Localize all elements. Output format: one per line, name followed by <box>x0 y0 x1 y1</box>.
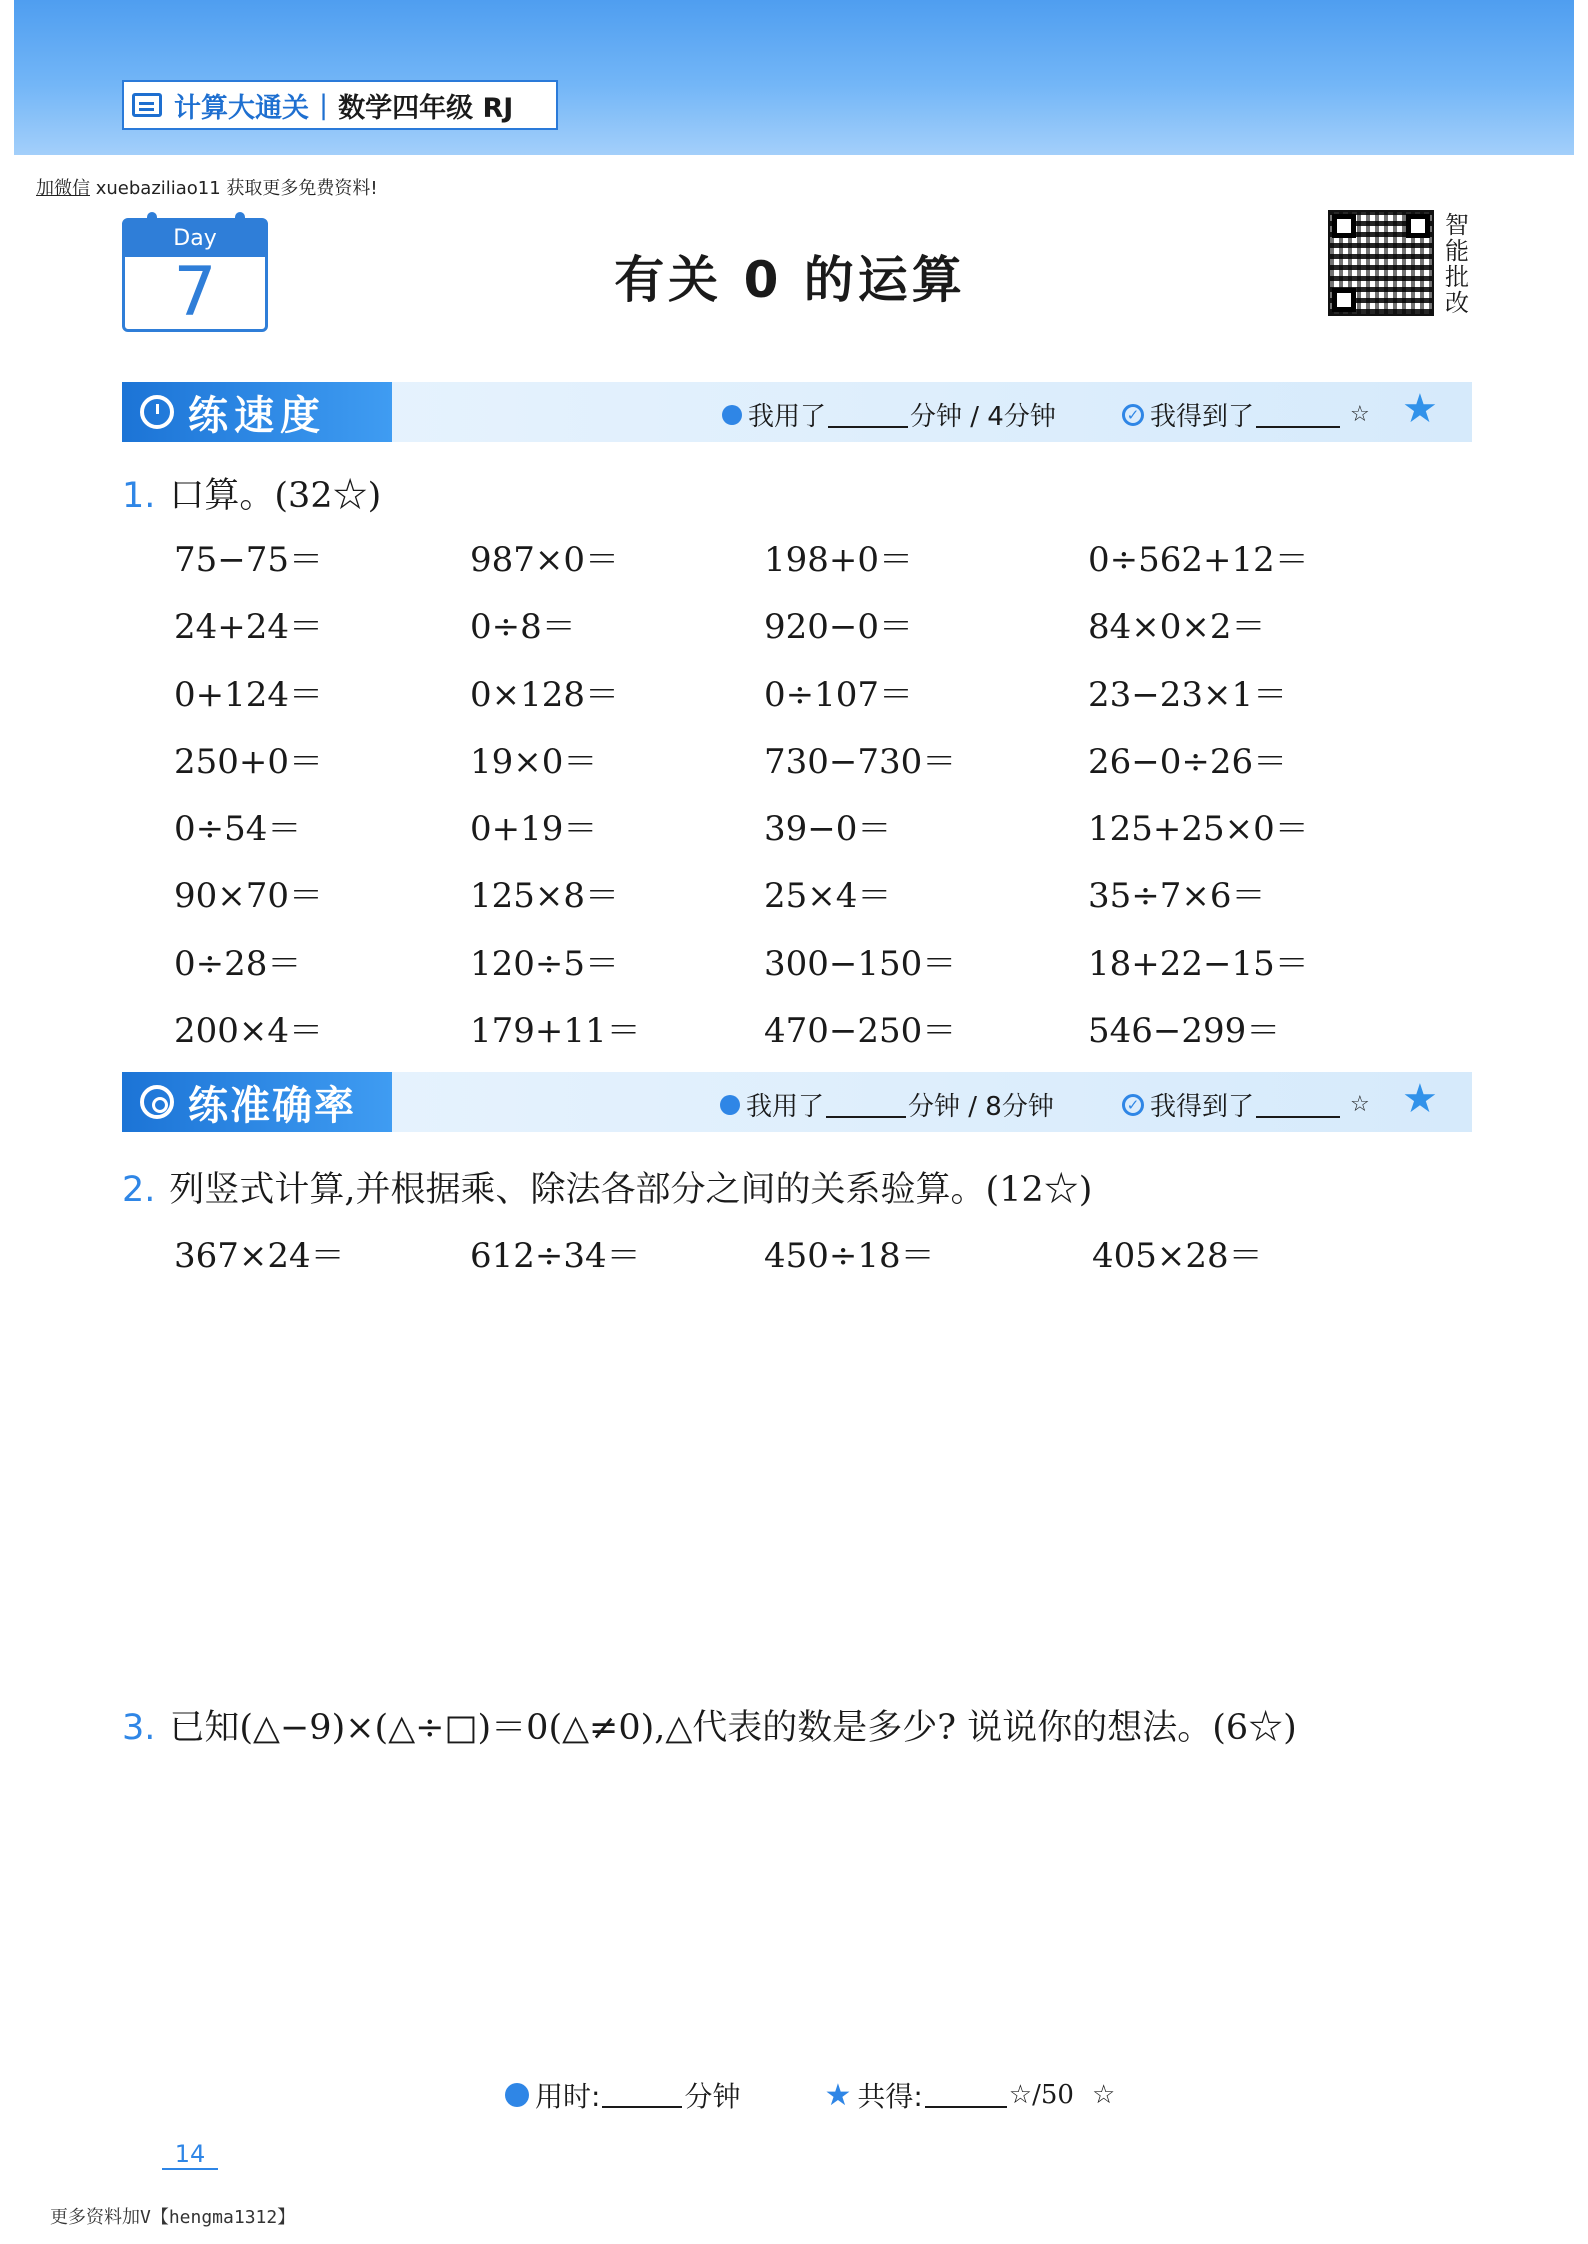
question-number: 2. <box>122 1170 156 1210</box>
qr-caption <box>1444 212 1470 316</box>
qr-finder <box>1406 214 1430 238</box>
calc-item: 405×28＝ <box>1092 1236 1263 1276</box>
math-item: 0÷8＝ <box>470 607 576 648</box>
grid-row <box>174 734 1414 801</box>
title-separator: | <box>319 89 329 121</box>
question-number: 1. <box>122 476 156 516</box>
check-icon: ✓ <box>1122 404 1144 426</box>
question-text: 列竖式计算,并根据乘、除法各部分之间的关系验算。(12☆) <box>169 1170 1093 1210</box>
math-item: 0÷107＝ <box>764 674 914 715</box>
page-number: 14 <box>162 2140 218 2170</box>
ad-prefix: 加微信 <box>36 178 90 199</box>
star-burst-icon: ★ <box>1402 1076 1438 1122</box>
qr-caption-char: 批 <box>1445 263 1469 291</box>
score-label: 我得到了 <box>1150 1092 1255 1122</box>
time-total-label: 用时: <box>535 2080 601 2113</box>
score-blank[interactable] <box>1256 402 1340 428</box>
question-1-title <box>122 468 381 518</box>
qr-caption-char: 智 <box>1445 211 1469 239</box>
score-label: 我得到了 <box>1150 402 1255 432</box>
alarm-clock-icon <box>505 2083 529 2107</box>
target-icon <box>140 1085 174 1119</box>
math-item: 24+24＝ <box>174 607 324 648</box>
math-item: 23−23×1＝ <box>1088 674 1288 715</box>
math-item: 25×4＝ <box>764 876 892 917</box>
math-item: 0÷28＝ <box>174 943 302 984</box>
math-item: 35÷7×6＝ <box>1088 876 1266 917</box>
math-item: 0÷562+12＝ <box>1088 540 1309 580</box>
math-item: 0÷54＝ <box>174 809 302 850</box>
time-unit: 分钟 <box>684 2080 741 2113</box>
calc-item: 450÷18＝ <box>764 1236 935 1276</box>
math-item: 120÷5＝ <box>470 943 620 984</box>
question-2-title <box>122 1162 1092 1212</box>
time-used-label: 我用了 <box>746 1092 825 1122</box>
time-used-field <box>720 1086 1054 1123</box>
star-burst-icon: ★ <box>1402 386 1438 432</box>
grade-label: 数学四年级 RJ <box>338 92 514 124</box>
clock-icon <box>720 1095 740 1115</box>
math-item: 920−0＝ <box>764 607 914 648</box>
qr-caption-char: 能 <box>1445 237 1469 265</box>
page-title: 有关 0 的运算 <box>614 251 966 309</box>
grid-row <box>174 667 1414 734</box>
score-field <box>1122 1086 1370 1123</box>
section-speed-tag <box>122 382 392 442</box>
math-item: 250+0＝ <box>174 741 324 782</box>
math-item: 546−299＝ <box>1088 1011 1281 1052</box>
math-item: 125+25×0＝ <box>1088 809 1309 850</box>
question-text: 口算。(32☆) <box>169 476 382 516</box>
question-text: 已知(△−9)×(△÷□)＝0(△≠0),△代表的数是多少? 说说你的想法。(6☆) <box>169 1708 1297 1748</box>
ad-text: xuebaziliao11 获取更多免费资料! <box>90 178 378 199</box>
qr-finder <box>1332 288 1356 312</box>
book-icon <box>132 93 162 117</box>
math-item: 730−730＝ <box>764 741 957 782</box>
book-title-tab <box>122 80 558 130</box>
grid-row <box>174 801 1414 868</box>
math-item: 26−0÷26＝ <box>1088 741 1288 782</box>
grid-row <box>174 1003 1414 1070</box>
time-used-blank[interactable] <box>828 402 908 428</box>
math-item: 470−250＝ <box>764 1011 957 1052</box>
grid-row <box>174 936 1414 1003</box>
math-item: 0+124＝ <box>174 674 324 715</box>
footer-summary <box>505 2075 1115 2115</box>
qr-caption-char: 改 <box>1445 289 1469 317</box>
math-item: 18+22−15＝ <box>1088 943 1309 984</box>
time-used-field <box>722 396 1056 433</box>
qr-code[interactable] <box>1328 210 1434 316</box>
stopwatch-icon <box>140 395 174 429</box>
math-item: 300−150＝ <box>764 943 957 984</box>
math-item: 84×0×2＝ <box>1088 607 1266 648</box>
total-score-label: 共得: <box>857 2080 923 2113</box>
clock-icon <box>722 405 742 425</box>
time-used-label: 我用了 <box>748 402 827 432</box>
score-field <box>1122 396 1370 433</box>
math-item: 90×70＝ <box>174 876 324 917</box>
star-outline-icon: ☆ <box>1091 2080 1116 2110</box>
check-icon: ✓ <box>1122 1094 1144 1116</box>
question-3-title <box>122 1700 1297 1750</box>
day-calendar <box>122 218 268 332</box>
day-number: 7 <box>173 253 217 332</box>
total-score-blank[interactable] <box>925 2082 1007 2108</box>
math-item: 0+19＝ <box>470 809 598 850</box>
math-item: 0×128＝ <box>470 674 620 715</box>
math-item: 198+0＝ <box>764 540 914 580</box>
section-speed-title: 练速度 <box>188 392 326 439</box>
section-accuracy-bar <box>122 1072 1472 1132</box>
section-accuracy-tag <box>122 1072 392 1132</box>
math-item: 39−0＝ <box>764 809 892 850</box>
math-item: 19×0＝ <box>470 741 598 782</box>
time-limit-label: 分钟 / 8分钟 <box>908 1092 1054 1122</box>
grid-row <box>174 868 1414 935</box>
math-item: 75−75＝ <box>174 540 324 580</box>
calc-item: 367×24＝ <box>174 1236 345 1276</box>
section-speed-bar <box>122 382 1472 442</box>
day-label: Day <box>125 221 265 257</box>
total-score-max: ☆/50 <box>1008 2080 1074 2110</box>
calc-item: 612÷34＝ <box>470 1236 641 1276</box>
vertical-calc-items <box>174 1228 1414 1278</box>
star-icon: ☆ <box>1350 1092 1370 1117</box>
header-band <box>14 0 1574 155</box>
time-used-blank[interactable] <box>826 1092 906 1118</box>
time-limit-label: 分钟 / 4分钟 <box>910 402 1056 432</box>
question-number: 3. <box>122 1708 156 1748</box>
math-item: 200×4＝ <box>174 1011 324 1052</box>
math-item: 179+11＝ <box>470 1011 641 1052</box>
star-icon: ☆ <box>1350 402 1370 427</box>
score-blank[interactable] <box>1256 1092 1340 1118</box>
series-name: 计算大通关 <box>174 92 309 124</box>
grid-row <box>174 532 1414 599</box>
qr-finder <box>1332 214 1356 238</box>
mental-math-grid <box>174 532 1414 1070</box>
grid-row <box>174 599 1414 666</box>
top-ad-text <box>36 174 378 200</box>
bottom-ad-text: 更多资料加V【hengma1312】 <box>50 2207 296 2228</box>
section-accuracy-title: 练准确率 <box>188 1082 356 1129</box>
math-item: 125×8＝ <box>470 876 620 917</box>
math-item: 987×0＝ <box>470 540 620 580</box>
time-total-blank[interactable] <box>602 2082 682 2108</box>
star-icon: ★ <box>824 2077 852 2113</box>
